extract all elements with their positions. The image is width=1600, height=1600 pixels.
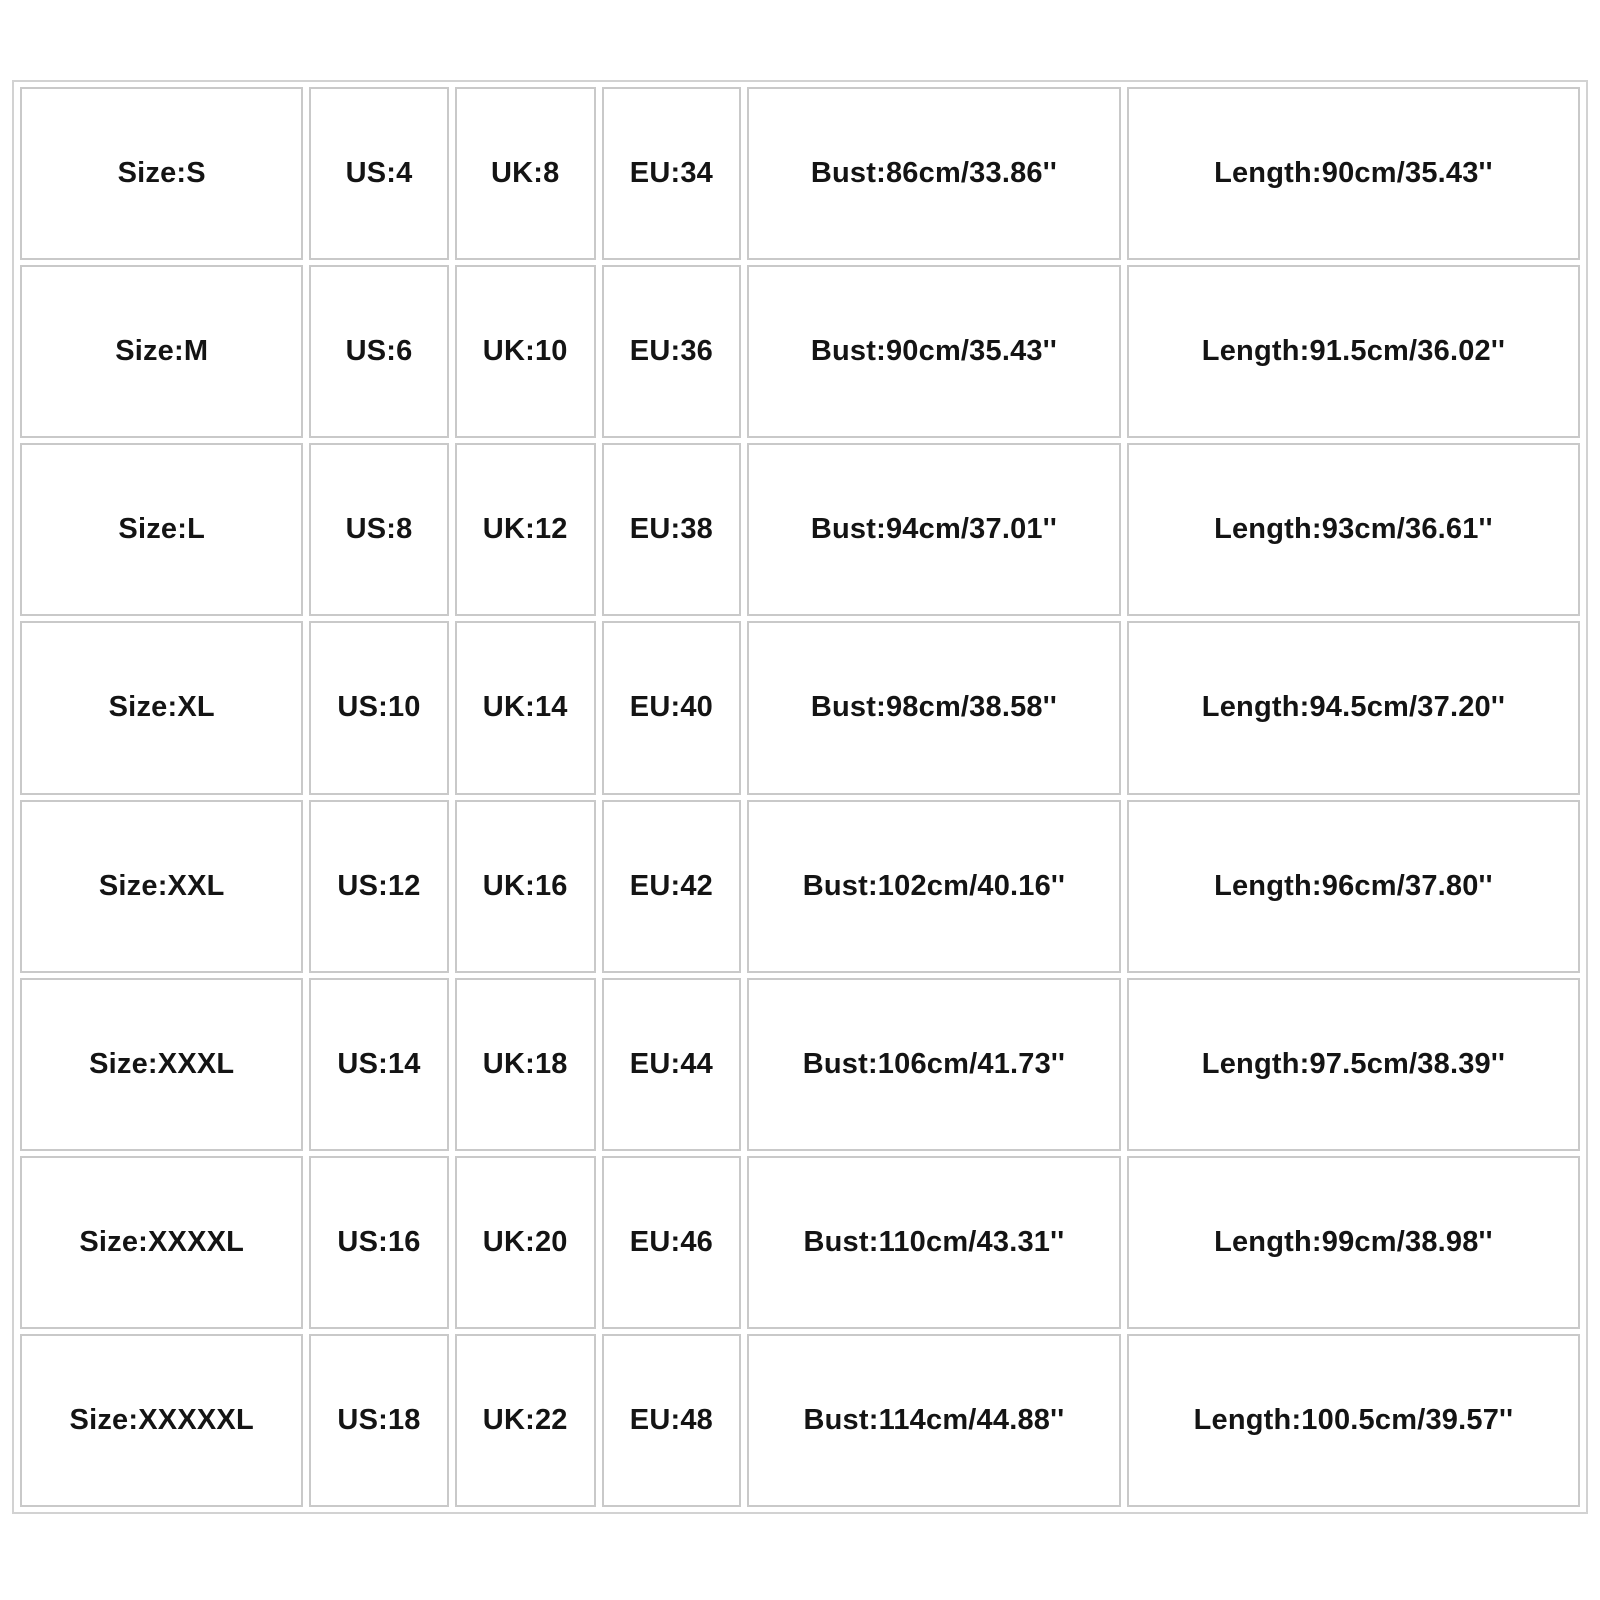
size-cell: Size:L xyxy=(20,443,303,616)
table-row xyxy=(20,443,1580,616)
length-cell: Length:94.5cm/37.20'' xyxy=(1127,621,1580,794)
table-row xyxy=(20,87,1580,260)
length-cell: Length:99cm/38.98'' xyxy=(1127,1156,1580,1329)
eu-size-cell: EU:36 xyxy=(602,265,741,438)
eu-size-cell: EU:44 xyxy=(602,978,741,1151)
uk-size-cell: UK:14 xyxy=(455,621,596,794)
uk-size-cell: UK:22 xyxy=(455,1334,596,1507)
eu-size-cell: EU:38 xyxy=(602,443,741,616)
size-chart-table xyxy=(12,80,1588,1514)
uk-size-cell: UK:20 xyxy=(455,1156,596,1329)
eu-size-cell: EU:42 xyxy=(602,800,741,973)
us-size-cell: US:4 xyxy=(309,87,448,260)
us-size-cell: US:8 xyxy=(309,443,448,616)
table-row xyxy=(20,978,1580,1151)
uk-size-cell: UK:16 xyxy=(455,800,596,973)
bust-cell: Bust:110cm/43.31'' xyxy=(747,1156,1121,1329)
size-cell: Size:XXL xyxy=(20,800,303,973)
length-cell: Length:96cm/37.80'' xyxy=(1127,800,1580,973)
eu-size-cell: EU:40 xyxy=(602,621,741,794)
bust-cell: Bust:102cm/40.16'' xyxy=(747,800,1121,973)
table-row xyxy=(20,621,1580,794)
eu-size-cell: EU:48 xyxy=(602,1334,741,1507)
us-size-cell: US:18 xyxy=(309,1334,448,1507)
eu-size-cell: EU:34 xyxy=(602,87,741,260)
uk-size-cell: UK:12 xyxy=(455,443,596,616)
eu-size-cell: EU:46 xyxy=(602,1156,741,1329)
table-row xyxy=(20,265,1580,438)
length-cell: Length:97.5cm/38.39'' xyxy=(1127,978,1580,1151)
bust-cell: Bust:106cm/41.73'' xyxy=(747,978,1121,1151)
us-size-cell: US:14 xyxy=(309,978,448,1151)
bust-cell: Bust:94cm/37.01'' xyxy=(747,443,1121,616)
bust-cell: Bust:86cm/33.86'' xyxy=(747,87,1121,260)
length-cell: Length:90cm/35.43'' xyxy=(1127,87,1580,260)
us-size-cell: US:10 xyxy=(309,621,448,794)
bust-cell: Bust:90cm/35.43'' xyxy=(747,265,1121,438)
size-cell: Size:S xyxy=(20,87,303,260)
size-cell: Size:M xyxy=(20,265,303,438)
length-cell: Length:91.5cm/36.02'' xyxy=(1127,265,1580,438)
table-row xyxy=(20,1156,1580,1329)
uk-size-cell: UK:10 xyxy=(455,265,596,438)
length-cell: Length:93cm/36.61'' xyxy=(1127,443,1580,616)
size-cell: Size:XXXL xyxy=(20,978,303,1151)
size-cell: Size:XXXXXL xyxy=(20,1334,303,1507)
bust-cell: Bust:114cm/44.88'' xyxy=(747,1334,1121,1507)
length-cell: Length:100.5cm/39.57'' xyxy=(1127,1334,1580,1507)
size-cell: Size:XL xyxy=(20,621,303,794)
uk-size-cell: UK:18 xyxy=(455,978,596,1151)
bust-cell: Bust:98cm/38.58'' xyxy=(747,621,1121,794)
uk-size-cell: UK:8 xyxy=(455,87,596,260)
table-row xyxy=(20,800,1580,973)
size-cell: Size:XXXXL xyxy=(20,1156,303,1329)
us-size-cell: US:12 xyxy=(309,800,448,973)
us-size-cell: US:6 xyxy=(309,265,448,438)
table-row xyxy=(20,1334,1580,1507)
us-size-cell: US:16 xyxy=(309,1156,448,1329)
